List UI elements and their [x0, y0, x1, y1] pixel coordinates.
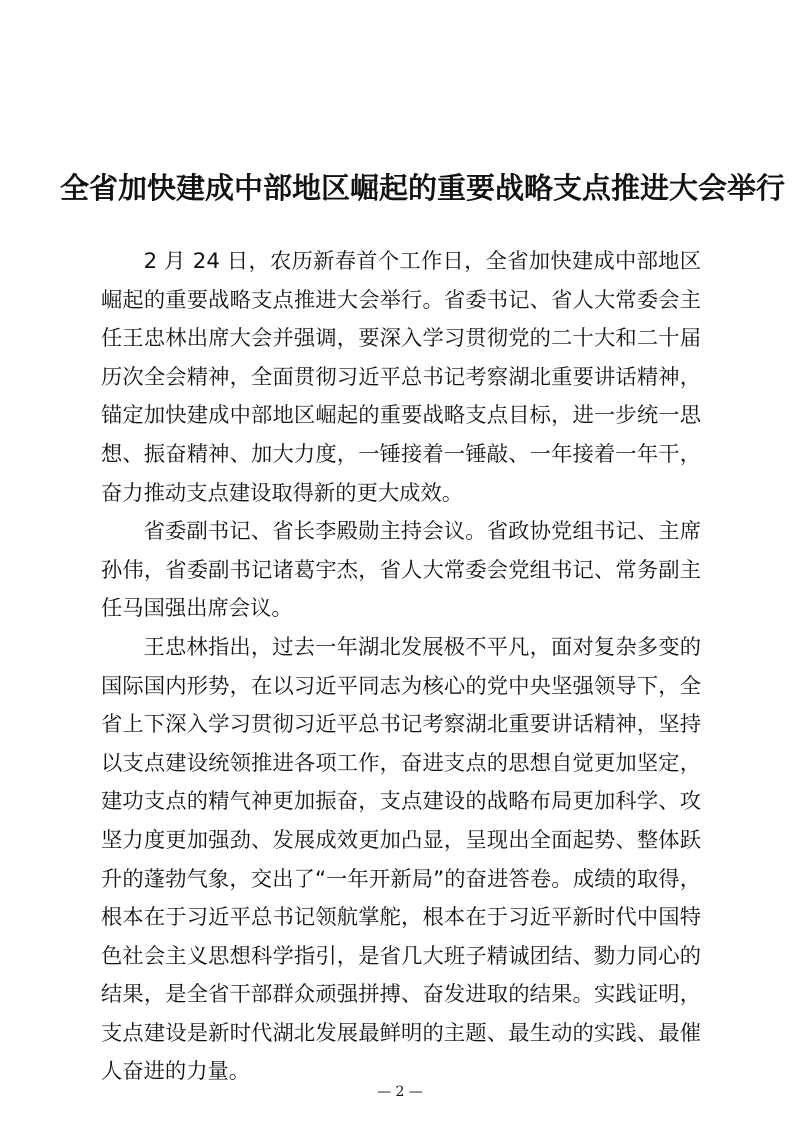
page-number: — 2 — [377, 1084, 423, 1100]
article-body [101, 243, 701, 1092]
paragraph-2: 省委副书记、省长李殿勋主持会议。省政协党组书记、主席孙伟，省委副书记诸葛宇杰，省人大常委会党组书记、常务副主任马国强出席会议。 [101, 519, 701, 622]
paragraph-3: 王忠林指出，过去一年湖北发展极不平凡，面对复杂多变的国际国内形势，在以习近平同志为核心的党中央坚强领导下，全省上下深入学习贯彻习近平总书记考察湖北重要讲话精神，坚持以支点建设统领推进各项工作，奋进支点的思想自觉更加坚定，建功支点的精气神更加振奋，支点建设的战略布局更加科学、攻坚力度更加强劲、发展成效更加凸显，呈现出全面起势、整体跃升的蓬勃气象，交出了“一年开新局”的奋进答卷。成绩的取得，根本在于习近平总书记领航掌舵，根本在于习近平新时代中国特色社会主义思想科学指引，是省几大班子精诚团结、勠力同心的结果，是全省干部群众顽强拼搏、奋发进取的结果。实践证明，支点建设是新时代湖北发展最鲜明的主题、最生动的实践、最催人奋进的力量。 [101, 634, 701, 1085]
article-title: 全省加快建成中部地区崛起的重要战略支点推进大会举行 [60, 171, 786, 205]
paragraph-1: 2 月 24 日，农历新春首个工作日，全省加快建成中部地区崛起的重要战略支点推进大会举行。省委书记、省人大常委会主任王忠林出席大会并强调，要深入学习贯彻党的二十大和二十届历次全会精神，全面贯彻习近平总书记考察湖北重要讲话精神，锚定加快建成中部地区崛起的重要战略支点目标，进一步统一思想、振奋精神、加大力度，一锤接着一锤敲、一年接着一年干，奋力推动支点建设取得新的更大成效。 [101, 249, 701, 506]
